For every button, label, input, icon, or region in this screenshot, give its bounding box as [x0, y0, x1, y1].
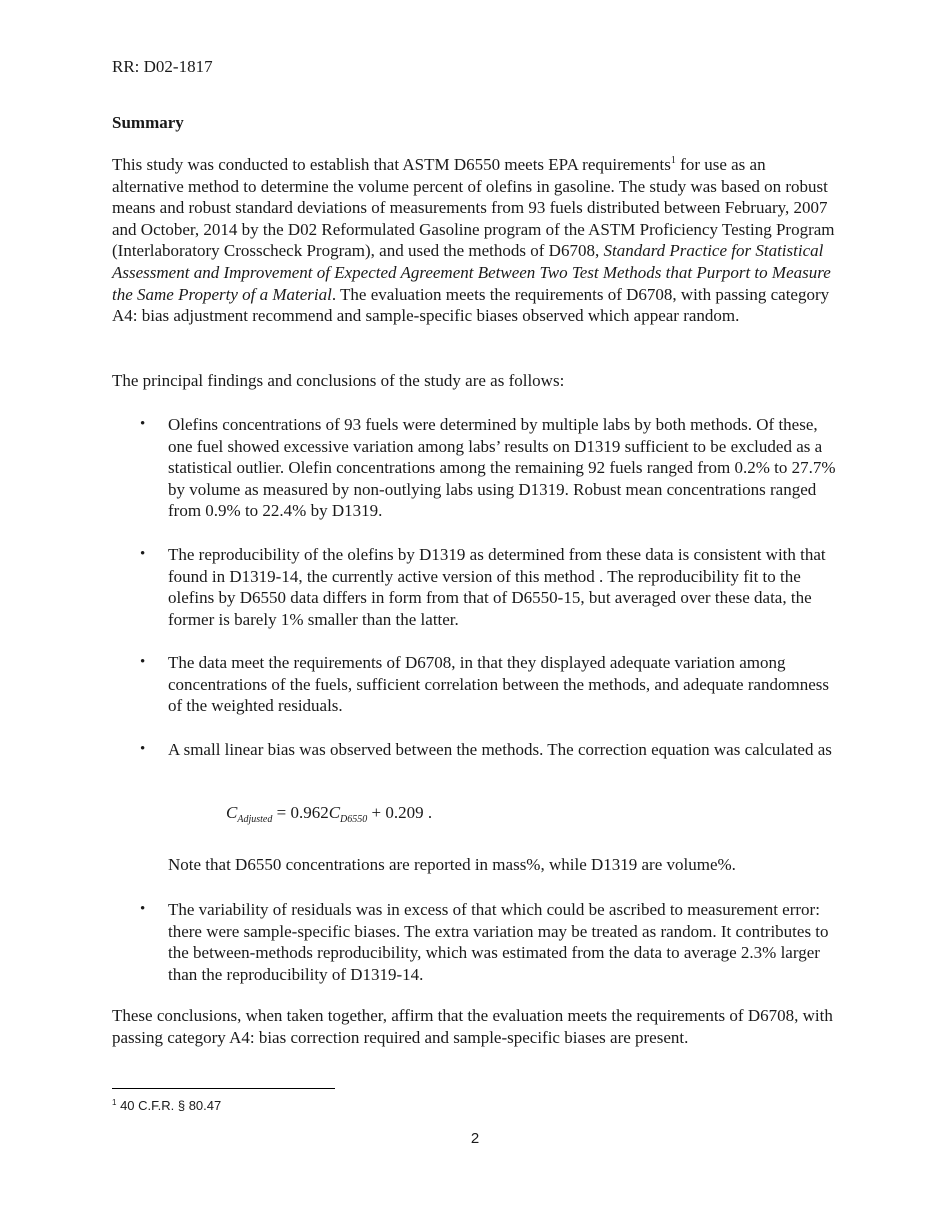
- bullet-icon: •: [140, 654, 146, 670]
- findings-intro: The principal findings and conclusions of the study are as follows:: [112, 371, 565, 390]
- equation-rhs-subscript: D6550: [340, 814, 368, 825]
- footnote-number: 1: [112, 1098, 117, 1107]
- standard-practice-title: Standard Practice for Statistical Assessment and Improvement of Expected Agreement Between Two Test Methods that Purport to Measure the Same Property of a Material: [112, 241, 831, 304]
- footnote-divider: [112, 1088, 335, 1089]
- footnote: [112, 1098, 221, 1113]
- conclusion-paragraph: These conclusions, when taken together, affirm that the evaluation meets the requirements of D6708, with passing category A4: bias correction required and sample-specific biases are present.: [112, 1006, 833, 1047]
- intro-text-part1: This study was conducted to establish that ASTM D6550 meets EPA requirements: [112, 155, 671, 174]
- bullet-icon: •: [140, 741, 146, 757]
- bias-correction-equation: [226, 803, 432, 825]
- finding-text: The variability of residuals was in excess of that which could be ascribed to measurement error: there were sample-specific biases. The extra variation may be treated as random. It contributes to the between-methods reproducibility, which was estimated from the data to average 2.3% larger than the reproducibility of D1319-14.: [168, 900, 829, 984]
- summary-heading: Summary: [112, 113, 184, 132]
- bullet-icon: •: [140, 416, 146, 432]
- bullet-icon: •: [140, 901, 146, 917]
- equation-plus: +: [367, 803, 386, 822]
- equation-end: .: [423, 803, 433, 822]
- intro-text-part3: . The evaluation meets the requirements of D6708, with passing category A4: bias adjustment recommend and sample-specific biases observed which appear random.: [112, 284, 830, 326]
- finding-text: A small linear bias was observed between the methods. The correction equation was calculated as: [168, 740, 832, 759]
- intro-paragraph: [112, 154, 839, 327]
- finding-item: [140, 652, 840, 717]
- intro-text-part2: for use as an alternative method to determine the volume percent of olefins in gasoline. The study was based on robust means and robust standard deviations of measurements from 93 fuels distributed between February, 2007 and October, 2014 by the D02 Reformulated Gasoline program of the ASTM Proficiency Testing Program (Interlaboratory Crosscheck Program), and used the methods of D6708,: [112, 155, 835, 261]
- finding-text: The data meet the requirements of D6708, in that they displayed adequate variation among concentrations of the fuels, sufficient correlation between the methods, and adequate randomness of the weighted residuals.: [168, 653, 830, 716]
- finding-text: The reproducibility of the olefins by D1319 as determined from these data is consistent with that found in D1319-14, the currently active version of this method . The reproducibility fit to the olefins by D6550 data differs in form from that of D6550-15, but averaged over these data, the former is barely 1% smaller than the latter.: [168, 545, 826, 629]
- finding-item: [140, 414, 840, 522]
- equation-coefficient: 0.962: [290, 803, 329, 822]
- equation-lhs-symbol: C: [226, 803, 238, 822]
- equation-intercept: 0.209: [385, 803, 424, 822]
- report-id-header: RR: D02-1817: [112, 57, 213, 76]
- finding-text: Olefins concentrations of 93 fuels were determined by multiple labs by both methods. Of these, one fuel showed excessive variation among labs’ results on D1319 sufficient to be excluded as a statistical outlier. Olefin concentrations among the remaining 92 fuels ranged from 0.2% to 27.7% by volume as measured by non-outlying labs using D1319. Robust mean concentrations ranged from 0.9% to 22.4% by D1319.: [168, 415, 836, 521]
- page-number: 2: [470, 1130, 480, 1147]
- equation-note: Note that D6550 concentrations are reported in mass%, while D1319 are volume%.: [168, 855, 736, 874]
- footnote-reference: 1: [670, 155, 676, 166]
- equation-rhs-symbol: C: [328, 803, 341, 822]
- finding-item: [140, 739, 840, 761]
- finding-item: [140, 544, 840, 630]
- equation-lhs-subscript: Adjusted: [237, 814, 273, 825]
- finding-item: [140, 899, 840, 985]
- bullet-icon: •: [140, 546, 146, 562]
- footnote-text: 40 C.F.R. § 80.47: [116, 1098, 222, 1113]
- equation-equals: =: [272, 803, 291, 822]
